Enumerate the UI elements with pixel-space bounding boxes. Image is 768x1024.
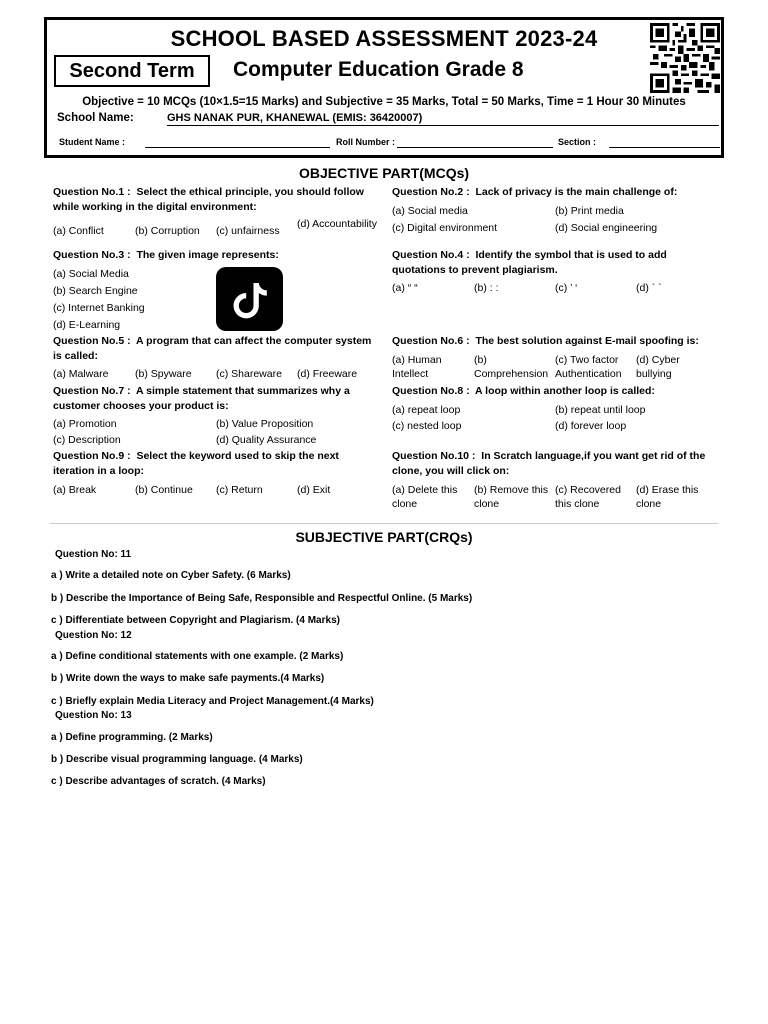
option-d: (d) Erase this clone bbox=[636, 484, 699, 510]
question-text: The given image represents: bbox=[136, 249, 279, 261]
option-b: (b) Comprehension bbox=[474, 353, 549, 380]
question-1 bbox=[53, 185, 383, 244]
question-7 bbox=[53, 384, 383, 449]
exam-title: SCHOOL BASED ASSESSMENT 2023-24 bbox=[170, 26, 598, 51]
option-b: (b) repeat until loop bbox=[555, 403, 646, 416]
question-label: Question No.4 : bbox=[392, 249, 470, 261]
question-12-part-b: b ) Write down the ways to make safe payments.(4 Marks) bbox=[51, 673, 325, 684]
option-b: (b) Continue bbox=[135, 484, 193, 496]
option-c: (c) unfairness bbox=[216, 225, 280, 237]
question-10 bbox=[392, 449, 722, 510]
option-b: (b) Remove this clone bbox=[474, 484, 549, 510]
term-label: Second Term bbox=[54, 55, 210, 87]
option-a: (a) “ “ bbox=[392, 282, 418, 294]
section-label: Section : bbox=[558, 137, 597, 147]
question-13-label: Question No: 13 bbox=[55, 710, 132, 721]
option-a: (a) Social media bbox=[392, 204, 468, 217]
option-b: (b) Spyware bbox=[135, 368, 192, 380]
option-c: (c) Digital environment bbox=[392, 221, 498, 234]
question-12-part-c: c ) Briefly explain Media Literacy and Project Management.(4 Marks) bbox=[51, 696, 374, 707]
question-label: Question No.8 : bbox=[392, 385, 470, 397]
option-d: (d) E-Learning bbox=[53, 318, 121, 331]
student-name-label: Student Name : bbox=[59, 137, 126, 147]
question-9 bbox=[53, 449, 383, 498]
option-b: (b) Print media bbox=[555, 204, 624, 217]
student-name-line bbox=[145, 147, 330, 148]
roll-number-line bbox=[397, 147, 553, 148]
option-a: (a) repeat loop bbox=[392, 403, 461, 416]
question-text: Lack of privacy is the main challenge of: bbox=[475, 186, 678, 198]
question-13-part-a: a ) Define programming. (2 Marks) bbox=[51, 732, 213, 743]
question-label: Question No.7 : bbox=[53, 385, 131, 397]
objective-heading: OBJECTIVE PART(MCQs) bbox=[298, 165, 470, 181]
option-c: (c) Return bbox=[216, 484, 263, 496]
option-d: (d) Cyber bullying bbox=[636, 353, 680, 380]
option-d: (d) Quality Assurance bbox=[216, 434, 317, 446]
marks-info: Objective = 10 MCQs (10×1.5=15 Marks) and Subjective = 35 Marks, Total = 50 Marks, Time = 1 Hour 30 Minutes bbox=[82, 96, 686, 108]
question-text: A loop within another loop is called: bbox=[475, 385, 655, 397]
question-13-part-c: c ) Describe advantages of scratch. (4 Marks) bbox=[51, 776, 266, 787]
option-a: (a) Promotion bbox=[53, 418, 117, 430]
question-text: Select the keyword used to skip the next iteration in a loop: bbox=[53, 450, 339, 477]
question-label: Question No.1 : bbox=[53, 186, 131, 198]
option-b: (b) Search Engine bbox=[53, 284, 138, 297]
question-label: Question No.9 : bbox=[53, 450, 131, 462]
question-12-part-a: a ) Define conditional statements with one example. (2 Marks) bbox=[51, 651, 344, 662]
qr-code-icon bbox=[650, 23, 720, 93]
option-d: (d) ` ` bbox=[636, 282, 662, 294]
option-a: (a) Malware bbox=[53, 368, 109, 380]
question-text: A simple statement that summarizes why a customer chooses your product is: bbox=[53, 385, 350, 412]
question-4 bbox=[392, 248, 722, 297]
question-11-part-a: a ) Write a detailed note on Cyber Safety. (6 Marks) bbox=[51, 570, 291, 581]
option-c: (c) Recovered this clone bbox=[555, 484, 621, 510]
question-text: Identify the symbol that is used to add quotations to prevent plagiarism. bbox=[392, 249, 667, 276]
option-c: (c) ’ ‘ bbox=[555, 282, 578, 294]
section-divider bbox=[50, 523, 718, 524]
option-d: (d) Social engineering bbox=[555, 221, 658, 234]
school-name-value: GHS NANAK PUR, KHANEWAL (EMIS: 36420007) bbox=[167, 112, 719, 126]
question-label: Question No.5 : bbox=[53, 335, 131, 347]
option-a: (a) Conflict bbox=[53, 225, 104, 237]
question-label: Question No.10 : bbox=[392, 450, 476, 462]
question-text: Select the ethical principle, you should follow while working in the digital environment: bbox=[53, 186, 364, 213]
question-13-part-b: b ) Describe visual programming language. (4 Marks) bbox=[51, 754, 303, 765]
subjective-heading: SUBJECTIVE PART(CRQs) bbox=[295, 529, 473, 545]
header-box bbox=[44, 17, 724, 158]
option-a: (a) Human Intellect bbox=[392, 353, 442, 380]
question-text: A program that can affect the computer system is called: bbox=[53, 335, 372, 362]
tiktok-logo-icon bbox=[216, 267, 283, 331]
option-d: (d) forever loop bbox=[555, 419, 627, 432]
question-label: Question No.2 : bbox=[392, 186, 470, 198]
option-c: (c) Shareware bbox=[216, 368, 282, 380]
question-11-part-b: b ) Describe the Importance of Being Safe, Responsible and Respectful Online. (5 Marks) bbox=[51, 593, 473, 604]
option-c: (c) nested loop bbox=[392, 419, 462, 432]
question-label: Question No.6 : bbox=[392, 335, 470, 347]
question-8 bbox=[392, 384, 722, 435]
question-label: Question No.3 : bbox=[53, 249, 131, 261]
option-c: (c) Internet Banking bbox=[53, 301, 145, 314]
option-b: (b) Corruption bbox=[135, 225, 200, 237]
option-d: (d) Exit bbox=[297, 484, 331, 496]
question-11-label: Question No: 11 bbox=[55, 549, 132, 560]
option-a: (a) Delete this clone bbox=[392, 484, 458, 510]
option-d: (d) Freeware bbox=[297, 368, 358, 380]
question-2 bbox=[392, 185, 722, 236]
question-5 bbox=[53, 334, 383, 383]
option-a: (a) Social Media bbox=[53, 267, 129, 280]
option-a: (a) Break bbox=[53, 484, 97, 496]
option-c: (c) Description bbox=[53, 434, 121, 446]
question-text: The best solution against E-mail spoofing is: bbox=[475, 335, 699, 347]
roll-number-label: Roll Number : bbox=[336, 137, 396, 147]
question-11-part-c: c ) Differentiate between Copyright and Plagiarism. (4 Marks) bbox=[51, 615, 340, 626]
school-name-label: School Name: bbox=[57, 112, 134, 124]
option-b: (b) Value Proposition bbox=[216, 418, 314, 430]
question-12-label: Question No: 12 bbox=[55, 630, 132, 641]
question-6 bbox=[392, 334, 722, 381]
section-line bbox=[609, 147, 720, 148]
question-text: In Scratch language,if you want get rid of the clone, you will click on: bbox=[392, 450, 706, 477]
option-b: (b) : : bbox=[474, 282, 499, 294]
option-d: (d) Accountability bbox=[297, 218, 377, 230]
subject-title: Computer Education Grade 8 bbox=[233, 58, 524, 81]
option-c: (c) Two factor Authentication bbox=[555, 353, 622, 380]
